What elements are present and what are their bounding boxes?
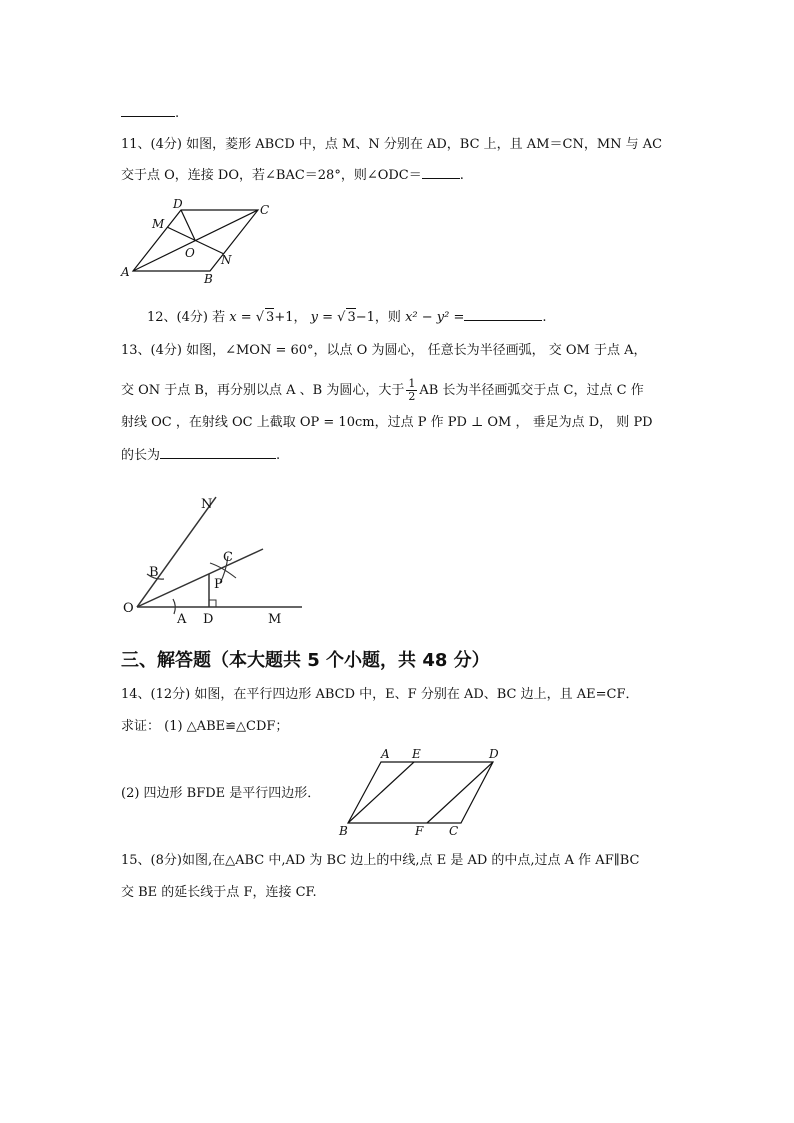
- q14-label-c: C: [449, 824, 459, 838]
- q11-answer-blank: [422, 166, 460, 179]
- segment-mn: [167, 227, 224, 254]
- q13-line2-rest: AB 长为半径画弧交于点 C，过点 C 作: [419, 383, 644, 398]
- q13-frac-den: 2: [408, 390, 416, 403]
- parallelogram-abcd: [348, 762, 493, 823]
- answer-blank: [121, 104, 175, 117]
- q15-line2: 交 BE 的延长线于点 F，连接 CF.: [121, 885, 317, 900]
- arc-c2: [220, 556, 228, 583]
- q13-line4-text: 的长为: [121, 448, 161, 463]
- q13-label-m: M: [268, 612, 282, 627]
- q13-label-n: N: [201, 497, 213, 512]
- q13-line4: [121, 446, 280, 465]
- q13-label-a: A: [177, 612, 187, 627]
- q11-label-m: M: [152, 217, 165, 231]
- q12-line: 12、(4分) 若 x = √ 3+1， y = √ 3−1，则 x² − y² = .: [147, 310, 547, 325]
- q13-label-p: P: [214, 577, 223, 592]
- right-angle-mark: [209, 600, 216, 607]
- q14-line3: (2) 四边形 BFDE 是平行四边形．: [121, 786, 321, 801]
- q12-x-tail: +1，: [274, 310, 307, 325]
- q15-line1: 15、(8分)如图,在△ABC 中,AD 为 BC 边上的中线,点 E 是 AD 的中点,过点 A 作 AF∥BC: [121, 853, 640, 868]
- segment-fd: [427, 762, 493, 823]
- q13-line3: 射线 OC ，在射线 OC 上截取 OP = 10cm，过点 P 作 PD ⊥ OM ， 垂足为点 D， 则 PD: [121, 415, 653, 430]
- q13-fraction: [406, 378, 417, 403]
- q14-label-e: E: [412, 747, 421, 761]
- segment-be: [348, 762, 414, 823]
- q11-label-o: O: [185, 246, 195, 260]
- q11-period: .: [459, 168, 464, 183]
- ray-oc: [137, 549, 263, 607]
- arc-b: [147, 574, 164, 579]
- q12-period: .: [542, 310, 547, 325]
- q14-label-d: D: [489, 747, 499, 761]
- q14-label-f: F: [415, 824, 424, 838]
- q12-answer-blank: [464, 308, 542, 321]
- q12-y-var: y: [310, 310, 318, 325]
- q11-label-c: C: [260, 203, 270, 217]
- q12-x-radicand: 3: [266, 310, 275, 325]
- q11-label-b: B: [204, 272, 213, 286]
- q12-y-tail: −1，则: [355, 310, 401, 325]
- q13-label-c: C: [223, 550, 233, 565]
- q12-y-radicand: 3: [347, 310, 356, 325]
- q13-line2-text: 交 ON 于点 B，再分别以点 A 、B 为圆心，大于: [121, 383, 405, 398]
- q12-expression: x² − y² =: [405, 310, 465, 325]
- q14-label-b: B: [339, 824, 348, 838]
- segment-do: [181, 210, 195, 240]
- q13-line1: 13、(4分) 如图，∠MON = 60°，以点 O 为圆心， 任意长为半径画弧， 交 OM 于点 A，: [121, 343, 647, 358]
- rhombus-abcd: [133, 210, 258, 271]
- q11-line2-text: 交于点 O，连接 DO，若∠BAC＝28°，则∠ODC＝: [121, 168, 422, 183]
- q11-label-a: A: [121, 265, 130, 279]
- q13-period: .: [276, 448, 281, 463]
- q13-frac-num: 1: [408, 377, 416, 390]
- q13-label-b: B: [149, 565, 159, 580]
- q12-x-eq: =: [236, 310, 256, 325]
- period: .: [175, 106, 180, 121]
- top-answer-line: [121, 104, 179, 123]
- q13-answer-blank: [160, 446, 276, 459]
- q11-label-d: D: [173, 197, 183, 211]
- section-heading: 三、解答题（本大题共 5 个小题，共 48 分）: [121, 650, 490, 671]
- arc-a: [173, 599, 175, 614]
- q14-line2: 求证： (1) △ABE≌△CDF；: [121, 719, 289, 734]
- q12-y-eq: =: [318, 310, 338, 325]
- q14-label-a: A: [381, 747, 390, 761]
- q11-line2: [121, 166, 464, 185]
- q13-line2: [121, 378, 644, 403]
- q14-line1: 14、(12分) 如图，在平行四边形 ABCD 中，E、F 分别在 AD、BC 边上，且 AE=CF．: [121, 687, 639, 702]
- diagonal-ac: [133, 210, 258, 271]
- arc-c1: [210, 563, 236, 578]
- q13-label-o: O: [123, 601, 134, 616]
- q12-x-var: x: [229, 310, 237, 325]
- q12-prefix: 12、(4分) 若: [147, 310, 226, 325]
- q13-label-d: D: [203, 612, 214, 627]
- q11-line1: 11、(4分) 如图，菱形 ABCD 中，点 M、N 分别在 AD，BC 上，且 AM＝CN，MN 与 AC: [121, 137, 663, 152]
- q11-label-n: N: [221, 253, 232, 267]
- ray-on: [137, 497, 216, 607]
